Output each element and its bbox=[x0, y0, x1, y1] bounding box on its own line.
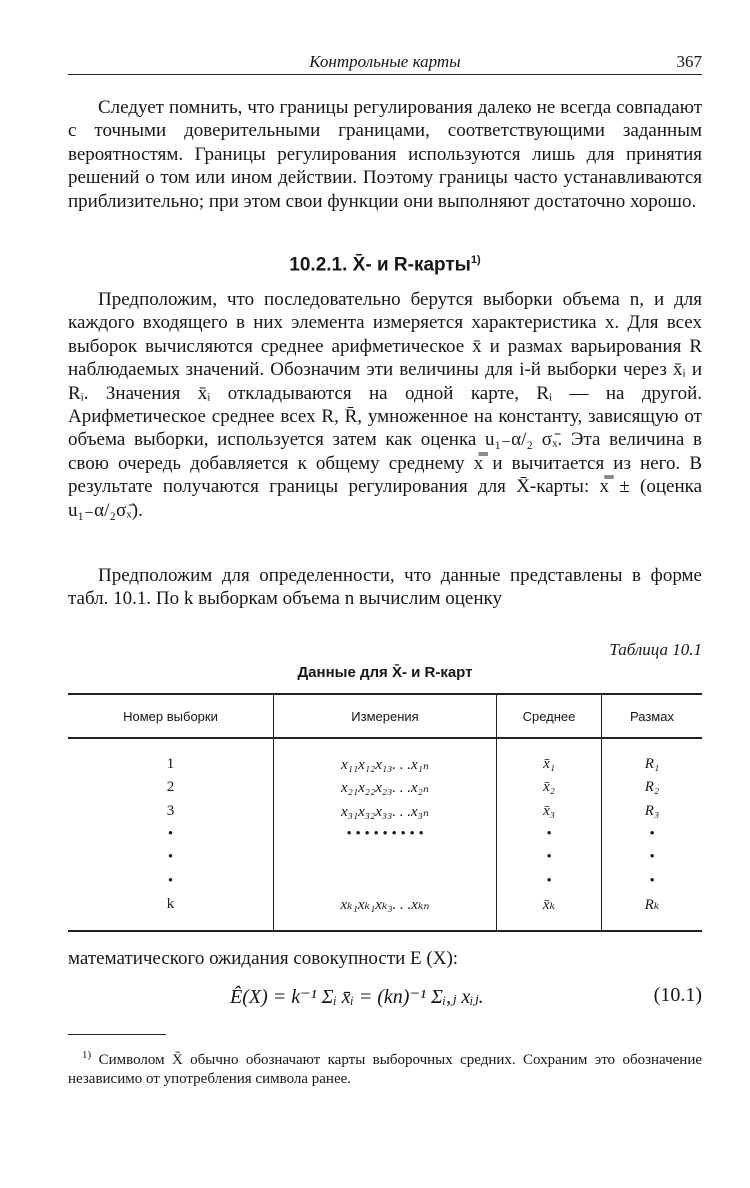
running-title: Контрольные карты bbox=[309, 52, 461, 71]
cell-measurements bbox=[274, 869, 497, 892]
cell-sample-number: 1 bbox=[166, 756, 175, 773]
header-mean: Среднее bbox=[497, 694, 602, 738]
section-heading-text: 10.2.1. X̄- и R-карты bbox=[289, 254, 471, 276]
cell-mean: x̄₁ bbox=[497, 738, 602, 776]
footnote-mark: 1) bbox=[82, 1049, 92, 1061]
cell-range: R₂ bbox=[602, 776, 703, 799]
paragraph-control-limits: Следует помнить, что границы регулирования далеко не всегда совпадают с точными доверительными границами, соответствующими заданным вероятностям. Границы регулирования используются лишь для принятия решений о том или ином действии. Поэтому границы часто устанавливаются приблизительно; при этом свои функции они выполняют достаточно хорошо. bbox=[68, 97, 702, 212]
footnote bbox=[68, 1046, 702, 1089]
table-row bbox=[68, 738, 702, 776]
cell-sample-number: • bbox=[167, 849, 174, 866]
running-header bbox=[68, 52, 702, 75]
footnote-text: Символом X̄ обычно обозначают карты выборочных средних. Сохраним это обозначение независимо от употребления символа ранее. bbox=[68, 1052, 703, 1087]
cell-mean: x̄₂ bbox=[497, 776, 602, 799]
formula-10-1: Ê(X) = k⁻¹ Σᵢ x̄ᵢ = (kn)⁻¹ Σᵢ,ⱼ xᵢⱼ. bbox=[230, 986, 484, 1008]
cell-range: • bbox=[602, 869, 703, 892]
table-number: Таблица 10.1 bbox=[609, 640, 702, 659]
cell-measurements: x₁₁x₁₂x₁₃. . .x₁ₙ bbox=[274, 738, 497, 776]
header-measurements: Измерения bbox=[274, 694, 497, 738]
paragraph-expectation: математического ожидания совокупности E (X): bbox=[68, 948, 459, 969]
cell-mean: • bbox=[497, 869, 602, 892]
table-row bbox=[68, 776, 702, 799]
cell-measurements: x₂₁x₂₂x₂₃. . .x₂ₙ bbox=[274, 776, 497, 799]
paragraph-xbar-r-definition: Предположим, что последовательно берутся выборки объема n, и для каждого входящего в них элемента измеряется характеристика x. Для всех выборок вычисляются среднее арифметическое x̄ и размах варьирования R наблюдаемых значений. Обозначим эти величины для i-й выборки через x̄ᵢ и Rᵢ. Значения x̄ᵢ откладываются на одной карте, Rᵢ — на другой. Арифметическое среднее всех R, R̄, умноженное на константу, зависящую от объема выборки, используется затем как оценка u₁₋α/₂ σₓ̄. Эта величина в свою очередь добавляется к общему среднему x̿ и вычитается из него. В результате получаются границы регулирования для X̄-карты: x̿ ± (оценка u₁₋α/₂σₓ̄). bbox=[68, 289, 702, 521]
cell-range: R₃ bbox=[602, 800, 703, 823]
table-row bbox=[68, 823, 702, 846]
cell-mean: x̄₃ bbox=[497, 800, 602, 823]
header-range: Размах bbox=[602, 694, 703, 738]
cell-range: • bbox=[602, 823, 703, 846]
section-footnote-mark: 1) bbox=[470, 254, 481, 266]
cell-sample-number: 3 bbox=[166, 802, 175, 819]
table-row bbox=[68, 893, 702, 931]
cell-measurements: xₖ₁xₖ₁xₖ₃. . .xₖₙ bbox=[274, 893, 497, 931]
table-row bbox=[68, 846, 702, 869]
formula-number: (10.1) bbox=[653, 984, 702, 1006]
cell-sample-number: k bbox=[68, 893, 274, 931]
footnote-divider bbox=[68, 1034, 166, 1035]
cell-range: R₁ bbox=[602, 738, 703, 776]
table-caption: Данные для X̄- и R-карт bbox=[297, 664, 473, 681]
page-number: 367 bbox=[676, 52, 702, 71]
cell-sample-number: • bbox=[167, 826, 174, 843]
table-row bbox=[68, 869, 702, 892]
section-heading bbox=[68, 254, 702, 276]
table-header-row bbox=[68, 694, 702, 738]
cell-range: • bbox=[602, 846, 703, 869]
data-table bbox=[68, 693, 702, 932]
cell-sample-number: • bbox=[167, 872, 174, 889]
cell-mean: • bbox=[497, 846, 602, 869]
cell-mean: x̄ₖ bbox=[497, 893, 602, 931]
cell-sample-number: 2 bbox=[166, 779, 175, 796]
cell-mean: • bbox=[497, 823, 602, 846]
cell-measurements: x₃₁x₃₂x₃₃. . .x₃ₙ bbox=[274, 800, 497, 823]
paragraph-table-intro: Предположим для определенности, что данные представлены в форме табл. 10.1. По k выборкам объема n вычислим оценку bbox=[68, 565, 702, 610]
cell-measurements bbox=[274, 846, 497, 869]
cell-range: Rₖ bbox=[602, 893, 703, 931]
table-row bbox=[68, 800, 702, 823]
cell-measurements: • • • • • • • • • bbox=[274, 823, 497, 846]
header-sample-number: Номер выборки bbox=[68, 694, 274, 738]
